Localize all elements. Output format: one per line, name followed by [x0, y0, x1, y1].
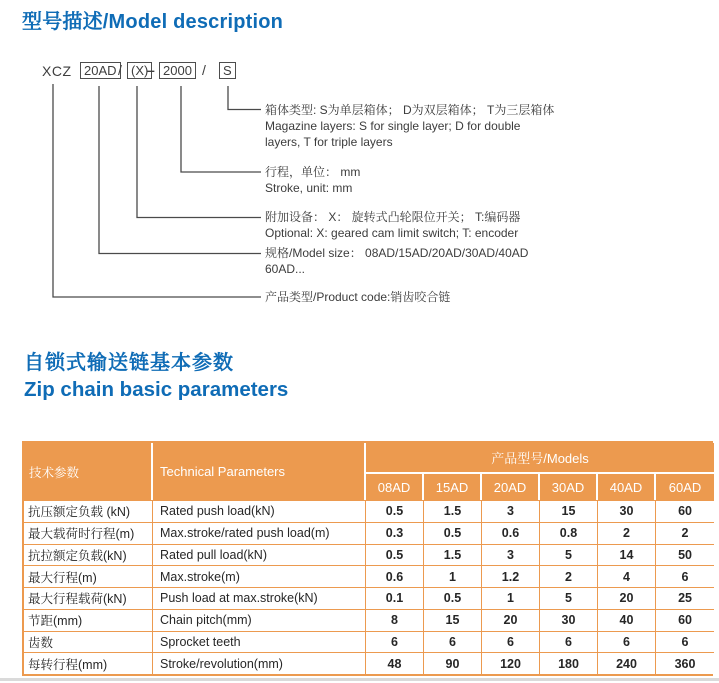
annotation-line: 行程，单位： mm	[265, 165, 361, 179]
param-value: 2	[598, 522, 656, 544]
param-value: 15	[424, 609, 482, 631]
param-value: 1.5	[424, 544, 482, 566]
param-name-en: Stroke/revolution(mm)	[153, 652, 366, 674]
param-name-cn: 齿数	[24, 631, 153, 653]
annotation-line: 箱体类型: S为单层箱体； D为双层箱体； T为三层箱体	[265, 103, 555, 117]
param-value: 6	[424, 631, 482, 653]
param-name-cn: 每转行程(mm)	[24, 652, 153, 674]
param-value: 0.6	[366, 565, 424, 587]
table-row	[24, 544, 714, 566]
param-value: 6	[540, 631, 598, 653]
param-value: 6	[656, 631, 714, 653]
param-value: 5	[540, 587, 598, 609]
param-value: 50	[656, 544, 714, 566]
model-code-magazine: S	[219, 62, 236, 79]
section1-title: 型号描述/Model description	[22, 11, 284, 33]
section2-title-cn: 自锁式输送链基本参数	[24, 352, 234, 374]
param-name-en: Chain pitch(mm)	[153, 609, 366, 631]
param-name-en: Max.stroke/rated push load(m)	[153, 522, 366, 544]
param-value: 0.5	[424, 522, 482, 544]
param-name-en: Max.stroke(m)	[153, 565, 366, 587]
section2-title-en: Zip chain basic parameters	[24, 378, 289, 401]
model-code-magazine-box	[219, 62, 236, 79]
header-model-08ad: 08AD	[366, 474, 424, 500]
param-value: 0.6	[482, 522, 540, 544]
model-code-separator: /	[202, 62, 206, 78]
param-value: 2	[656, 522, 714, 544]
header-model-60ad: 60AD	[656, 474, 714, 500]
param-value: 8	[366, 609, 424, 631]
table-row	[24, 587, 714, 609]
param-value: 240	[598, 652, 656, 674]
annotation-product-code	[265, 289, 450, 305]
table-row	[24, 631, 714, 653]
param-name-en: Push load at max.stroke(kN)	[153, 587, 366, 609]
param-value: 48	[366, 652, 424, 674]
param-name-cn: 节距(mm)	[24, 609, 153, 631]
param-value: 30	[598, 500, 656, 522]
header-models-span: 产品型号/Models	[366, 443, 714, 474]
page-bottom-rule	[0, 678, 719, 681]
annotation-magazine-type	[265, 102, 554, 150]
table-body	[24, 500, 714, 674]
model-code-dash: –	[147, 62, 155, 78]
param-value: 25	[656, 587, 714, 609]
header-model-20ad: 20AD	[482, 474, 540, 500]
param-value: 6	[598, 631, 656, 653]
header-model-15ad: 15AD	[424, 474, 482, 500]
param-value: 3	[482, 500, 540, 522]
param-value: 0.5	[366, 500, 424, 522]
header-model-40ad: 40AD	[598, 474, 656, 500]
param-value: 20	[598, 587, 656, 609]
param-name-en: Rated push load(kN)	[153, 500, 366, 522]
param-name-en: Sprocket teeth	[153, 631, 366, 653]
annotation-stroke-unit	[265, 164, 360, 196]
table-row	[24, 609, 714, 631]
table-row	[24, 652, 714, 674]
header-param-en: Technical Parameters	[153, 443, 366, 500]
param-value: 4	[598, 565, 656, 587]
param-value: 0.8	[540, 522, 598, 544]
param-value: 0.3	[366, 522, 424, 544]
annotation-line: layers, T for triple layers	[265, 135, 393, 149]
model-code-prefix: XCZ	[42, 63, 72, 79]
table-row	[24, 500, 714, 522]
param-name-en: Rated pull load(kN)	[153, 544, 366, 566]
header-param-cn: 技术参数	[24, 443, 153, 500]
annotation-line: 产品类型/Product code:销齿咬合链	[265, 290, 451, 304]
param-value: 1.5	[424, 500, 482, 522]
model-code-size-box	[80, 62, 121, 79]
param-value: 6	[366, 631, 424, 653]
annotation-line: Magazine layers: S for single layer; D for double	[265, 119, 521, 133]
table-row	[24, 565, 714, 587]
model-code-stroke-box	[159, 62, 196, 79]
param-value: 60	[656, 609, 714, 631]
param-value: 5	[540, 544, 598, 566]
annotation-line: 60AD...	[265, 262, 306, 276]
annotation-optional-device	[265, 209, 520, 241]
table-row	[24, 522, 714, 544]
param-value: 14	[598, 544, 656, 566]
header-model-30ad: 30AD	[540, 474, 598, 500]
section2-title	[24, 350, 288, 402]
param-value: 360	[656, 652, 714, 674]
model-code-stroke: 2000	[159, 62, 196, 79]
annotation-line: Optional: X: geared cam limit switch; T: encoder	[265, 226, 519, 240]
param-value: 0.5	[424, 587, 482, 609]
param-value: 0.5	[366, 544, 424, 566]
param-value: 1	[482, 587, 540, 609]
annotation-line: Stroke, unit: mm	[265, 181, 353, 195]
annotation-line: 规格/Model size： 08AD/15AD/20AD/30AD/40AD	[265, 246, 529, 260]
parameters-table	[22, 441, 713, 676]
param-name-cn: 抗拉额定负载(kN)	[24, 544, 153, 566]
param-value: 15	[540, 500, 598, 522]
param-value: 40	[598, 609, 656, 631]
param-value: 20	[482, 609, 540, 631]
param-name-cn: 最大载荷时行程(m)	[24, 522, 153, 544]
model-code-size: 20AD	[80, 62, 121, 79]
param-value: 60	[656, 500, 714, 522]
param-value: 90	[424, 652, 482, 674]
param-name-cn: 最大行程载荷(kN)	[24, 587, 153, 609]
param-value: 30	[540, 609, 598, 631]
model-code-optional: (X)	[127, 62, 152, 79]
param-name-cn: 抗压额定负载 (kN)	[24, 500, 153, 522]
param-value: 1	[424, 565, 482, 587]
table-header-row	[24, 443, 714, 474]
param-value: 1.2	[482, 565, 540, 587]
param-value: 2	[540, 565, 598, 587]
annotation-line: 附加设备： X： 旋转式凸轮限位开关； T:编码器	[265, 210, 521, 224]
param-name-cn: 最大行程(m)	[24, 565, 153, 587]
param-value: 120	[482, 652, 540, 674]
parameters-table-grid	[24, 443, 714, 674]
param-value: 0.1	[366, 587, 424, 609]
annotation-model-size	[265, 245, 528, 277]
param-value: 6	[656, 565, 714, 587]
model-code-separator: /	[118, 62, 122, 78]
param-value: 3	[482, 544, 540, 566]
param-value: 6	[482, 631, 540, 653]
param-value: 180	[540, 652, 598, 674]
